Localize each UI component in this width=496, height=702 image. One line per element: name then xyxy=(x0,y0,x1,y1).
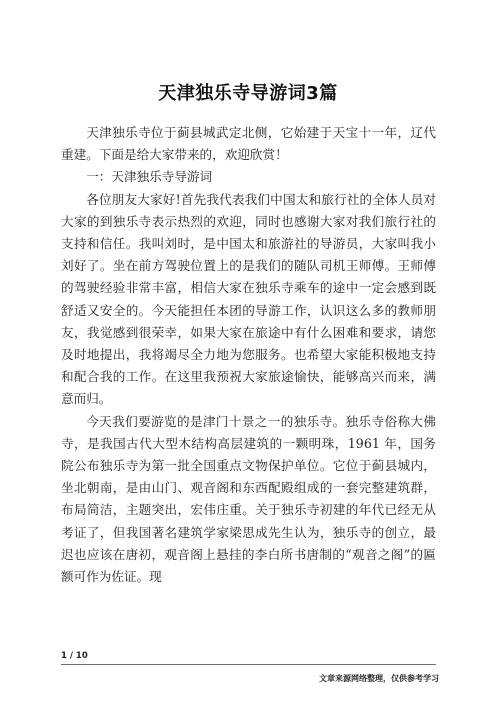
document-title: 天津独乐寺导游词3篇 xyxy=(158,83,338,104)
body-paragraph: 今天我们要游览的是津门十景之一的独乐寺。独乐寺俗称大佛寺，是我国古代大型木结构高层建筑的一颗明珠，1961 年，国务院公布独乐寺为第一批全国重点文物保护单位。它位于蓟县城内，坐北朝南，是由山门、观音阁和东西配殿组成的一套完整建筑群，布局简洁，主题突出，宏伟庄重。关于独乐寺初建的年代已经无从考证了，但我国著名建筑学家梁思成先生认为，独乐寺的创立，最迟也应该在唐初，观音阁上悬挂的李白所书唐制的“观音之阁”的匾额可作为佐证。现 xyxy=(61,413,436,585)
footer-divider xyxy=(61,664,436,665)
page-number: 1 / 10 xyxy=(61,651,88,661)
footer-note: 文章来源网络整理，仅供参考学习 xyxy=(319,674,439,683)
document-body xyxy=(61,122,436,588)
intro-paragraph: 天津独乐寺位于蓟县城武定北侧，它始建于天宝十一年，辽代重建。下面是给大家带来的，欢迎欣赏！ xyxy=(61,125,436,163)
body-paragraph: 各位朋友大家好!首先我代表我们中国太和旅行社的全体人员对大家的到独乐寺表示热烈的欢迎，同时也感谢大家对我们旅行社的支持和信任。我叫刘时，是中国太和旅游社的导游员，大家叫我小刘好了。坐在前方驾驶位置上的是我们的随队司机王师傅。王师傅的驾驶经验非常丰富，相信大家在独乐寺乘车的途中一定会感到既舒适又安全的。今天能担任本团的导游工作，认识这么多的教师朋友，我觉感到很荣幸，如果大家在旅途中有什么困难和要求，请您及时地提出，我将竭尽全力地为您服务。也希望大家能积极地支持和配合我的工作。在这里我预祝大家旅途愉快，能够高兴而来，满意而归。 xyxy=(61,191,436,407)
section-heading: 一：天津独乐寺导游词 xyxy=(86,169,213,185)
